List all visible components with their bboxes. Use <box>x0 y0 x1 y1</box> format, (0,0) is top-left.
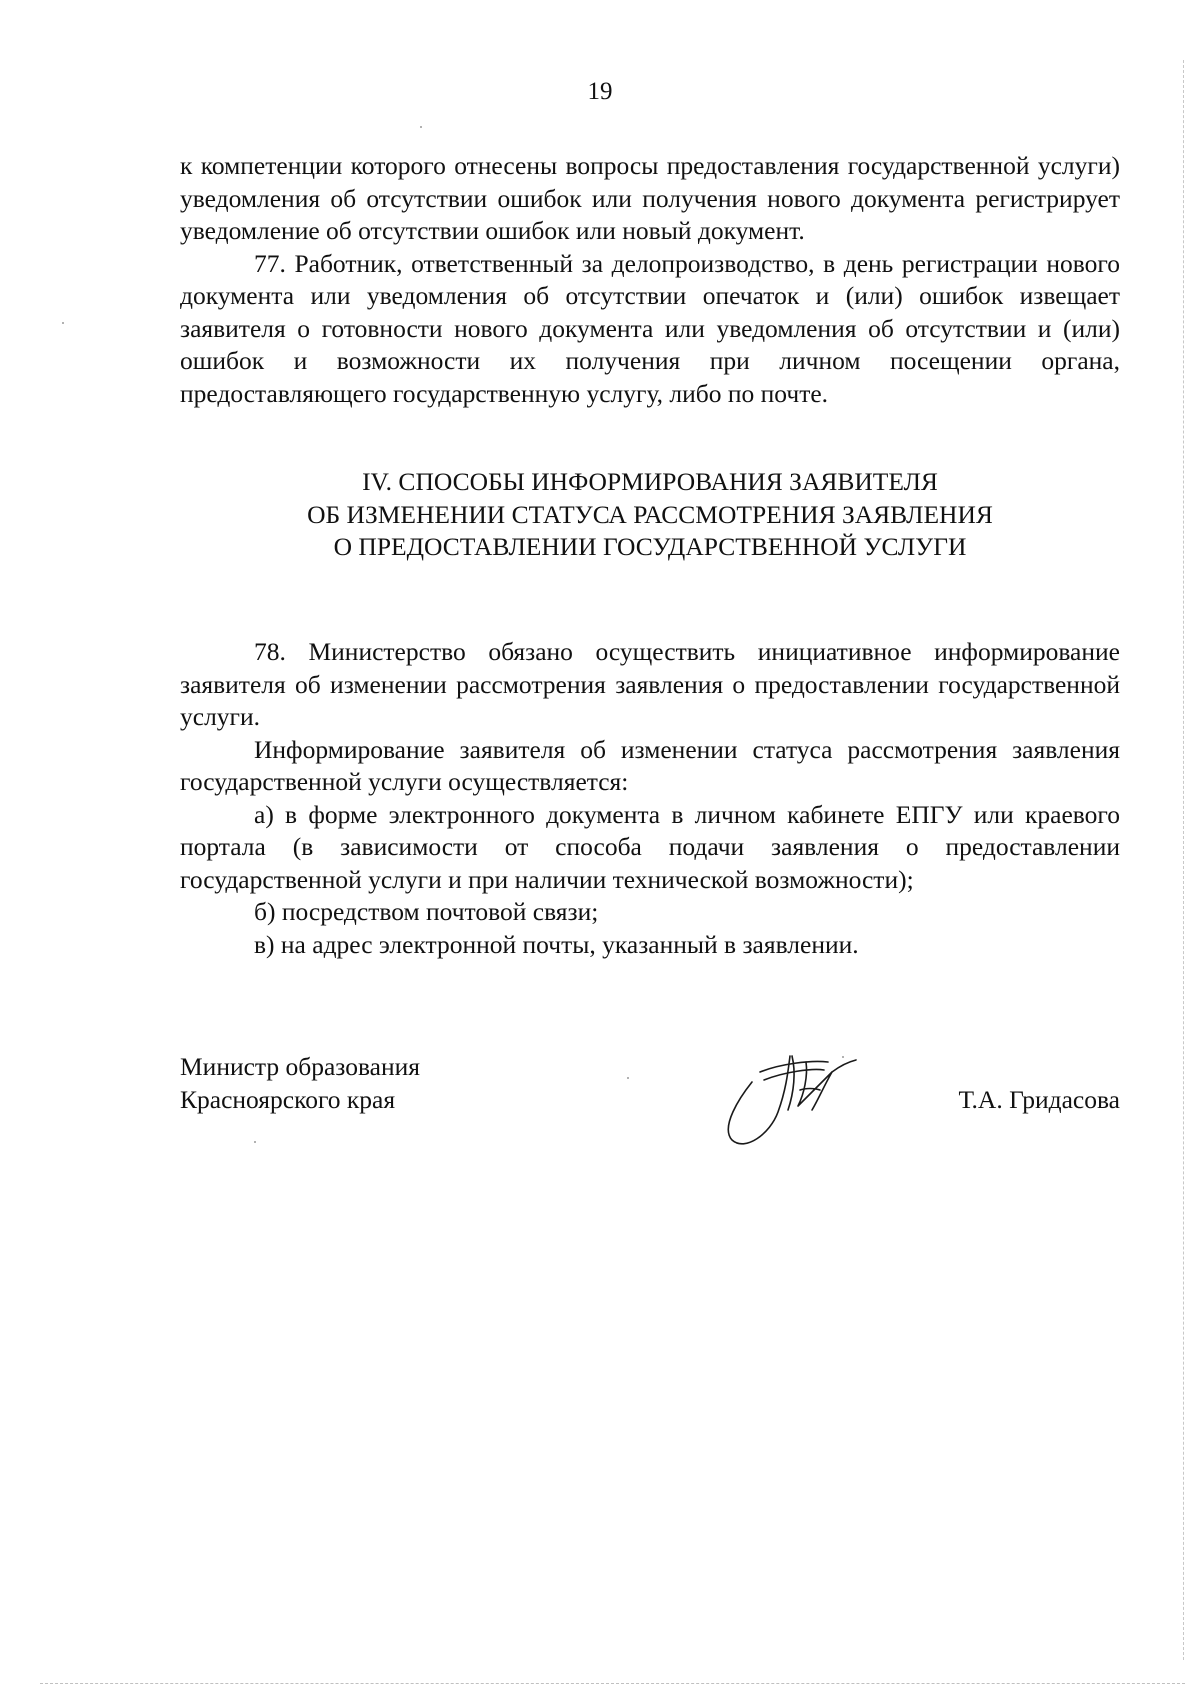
signer-name: Т.А. Гридасова <box>958 1085 1120 1114</box>
signer-position <box>180 1050 420 1116</box>
heading-line-2: ОБ ИЗМЕНЕНИИ СТАТУСА РАССМОТРЕНИЯ ЗАЯВЛЕНИЯ <box>307 499 993 529</box>
scan-speck <box>254 1141 256 1143</box>
page-number: 19 <box>587 78 613 105</box>
informing-intro: Информирование заявителя об изменении статуса рассмотрения заявления государственной услуги осуществляется: <box>180 734 1120 796</box>
scan-edge-right <box>1183 60 1184 1660</box>
signer-position-line-1: Министр образования <box>180 1052 421 1081</box>
handwritten-signature <box>700 1042 870 1152</box>
section-iv-heading <box>180 466 1120 564</box>
scan-speck <box>842 1056 844 1058</box>
paragraph-76-tail: к компетенции которого отнесены вопросы предоставления государственной услуги) уведомления об отсутствии ошибок или получения нового документа регистрирует уведомление об отсутствии ошибок или новый документ. <box>180 151 1120 245</box>
heading-line-3: О ПРЕДОСТАВЛЕНИИ ГОСУДАРСТВЕННОЙ УСЛУГИ <box>333 532 967 561</box>
list-item-b: б) посредством почтовой связи; <box>254 897 599 926</box>
paragraph-78: 78. Министерство обязано осуществить инициативное информирование заявителя об изменении рассмотрения заявления о предоставлении государственной услуги. <box>180 637 1120 731</box>
signature-block <box>180 1050 1120 1170</box>
paragraph-77: 77. Работник, ответственный за делопроизводство, в день регистрации нового документа или уведомления об отсутствии опечаток и (или) ошибок извещает заявителя о готовности нового документа или уведомления об отсутствии и (или) ошибок и возможности их получения при личном посещении органа, предоставляющего государственную услугу, либо по почте. <box>180 248 1120 408</box>
list-item-c: в) на адрес электронной почты, указанный в заявлении. <box>254 929 859 959</box>
continuation-text-block <box>180 150 1120 410</box>
scan-speck <box>62 322 64 324</box>
scan-edge-bottom <box>40 1683 1185 1684</box>
list-item-a: а) в форме электронного документа в личном кабинете ЕПГУ или краевого портала (в зависимости от способа подачи заявления о предоставлении государственной услуги и при наличии технической возможности); <box>180 799 1120 894</box>
signer-position-line-2: Красноярского края <box>180 1085 396 1114</box>
section-iv-text-block <box>180 636 1120 961</box>
scan-speck <box>627 1077 629 1079</box>
scan-speck <box>420 126 422 128</box>
heading-line-1: IV. СПОСОБЫ ИНФОРМИРОВАНИЯ ЗАЯВИТЕЛЯ <box>362 467 938 496</box>
